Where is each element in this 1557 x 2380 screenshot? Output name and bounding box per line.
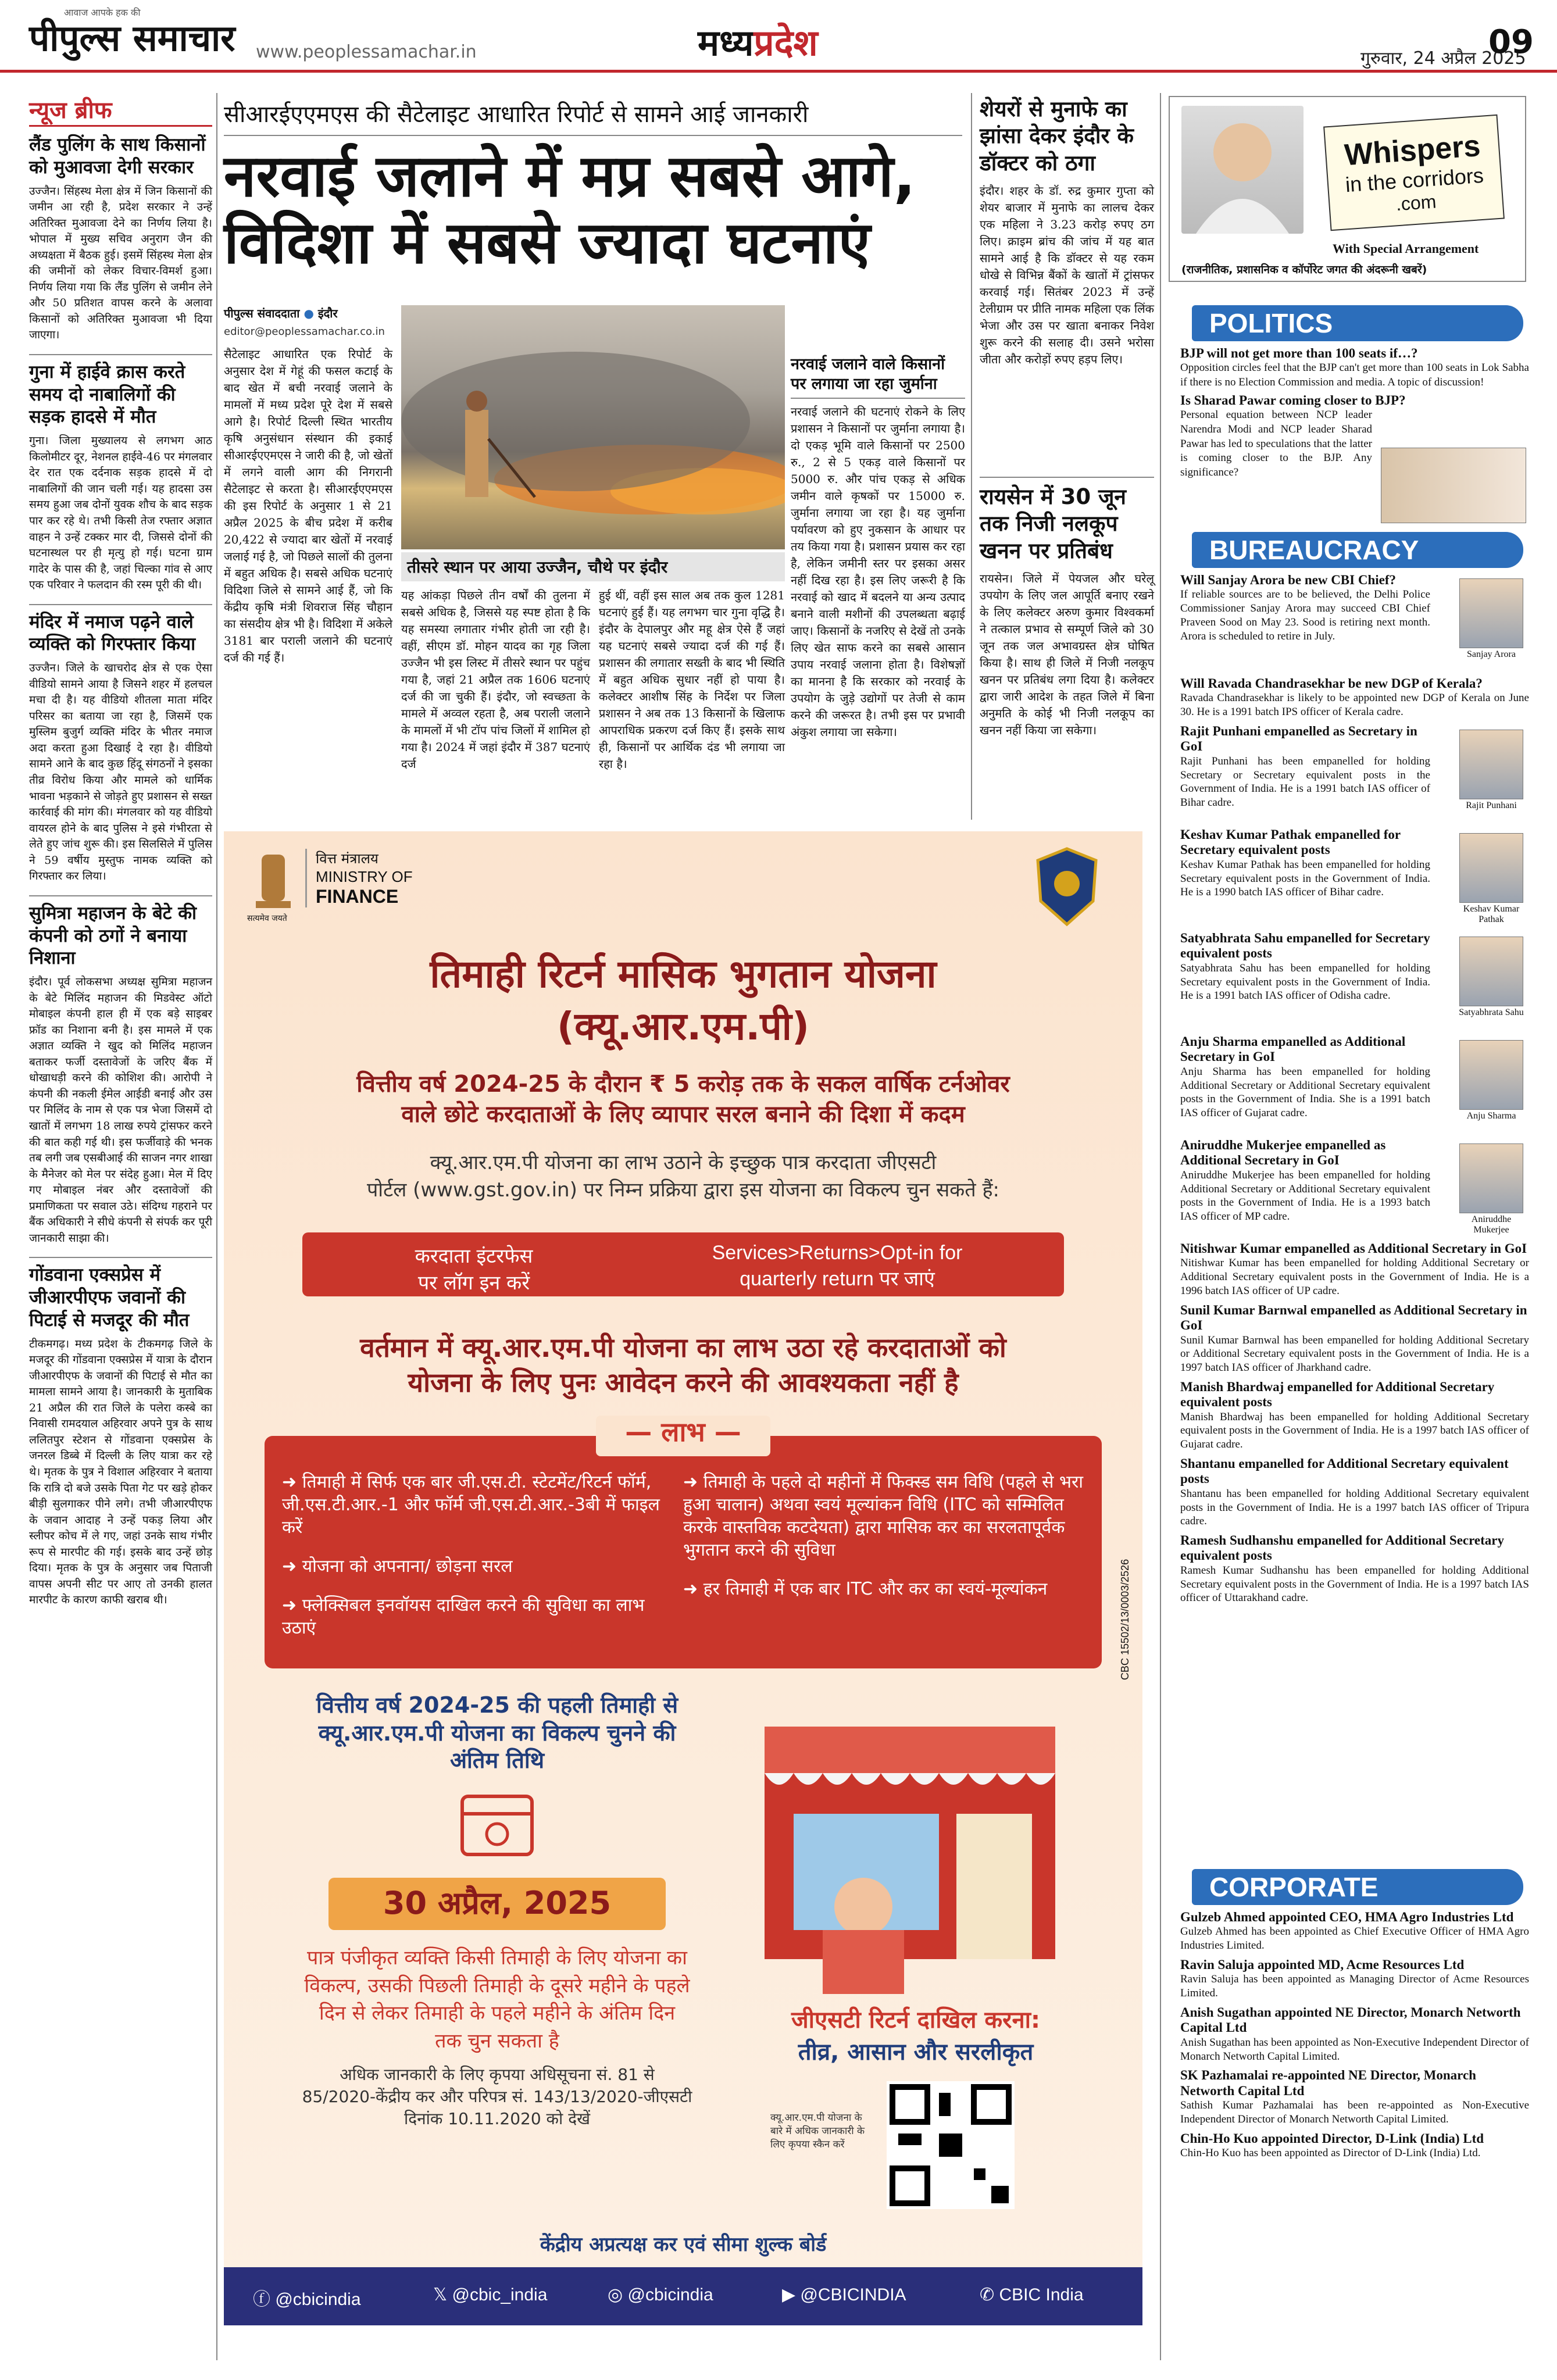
ad-line-2: वाले छोटे करदाताओं के लिए व्यापार सरल बनाने की दिशा में कदम [401,1101,965,1128]
news-item-headline: Nitishwar Kumar empanelled as Additional Secretary in GoI [1180,1241,1527,1256]
youtube-handle: @CBICINDIA [800,2285,906,2304]
news-item [1180,573,1529,671]
cbic-board: केंद्रीय अप्रत्यक्ष कर एवं सीमा शुल्क बोर्ड [540,2233,827,2256]
section-title-part1: मध्य [698,22,754,64]
x-icon: 𝕏 [433,2285,452,2304]
benefit-list-left [282,1471,666,1639]
news-item [1180,931,1529,1030]
arrow-icon: ➜ [683,1579,703,1599]
lead-subheading: तीसरे स्थान पर आया उज्जैन, चौथे पर इंदौर [401,552,785,581]
deadline-intro-line-2: क्यू.आर.एम.पी योजना का विकल्प चुनने की [318,1720,676,1746]
brief-1-body: उज्जैन। सिंहस्थ मेला क्षेत्र में जिन किसानों की जमीन आ रही है, प्रदेश सरकार ने उन्हें अतिरिक्त मुआवजा देने का निर्णय लिया है। भोपाल में मुख्य सचिव अनुराग जैन की अध्यक्षता में बैठक हुई। इसमें सिंहस्थ मेला क्षेत्र की जमीनों को लेकर विचार-विमर्श हुआ। निर्णय लिया गया कि लैंड पुलिंग से जमीन लेने और 50 प्रतिशत वापस करने के अलावा किसानों को अतिरिक्त मुआवजा भी दिया जाएगा। [29,184,212,342]
eligibility-line-1: पात्र पंजीकृत व्यक्ति किसी तिमाही के लिए योजना का [307,1946,687,1970]
news-item-headline: Anju Sharma empanelled as Additional Secretary in GoI [1180,1034,1406,1064]
news-item-headline: Rajit Punhani empanelled as Secretary in GoI [1180,723,1417,754]
whispers-header [1169,96,1526,282]
news-item [1180,1034,1529,1133]
news-item-headline: Satyabhrata Sahu empanelled for Secretary equivalent posts [1180,930,1430,961]
news-item-headline: Ramesh Sudhanshu empanelled for Additional Secretary equivalent posts [1180,1533,1504,1563]
brief-1-headline: लैंड पुलिंग के साथ किसानों को मुआवजा देगी सरकार [29,134,206,178]
officer-photo [1459,578,1523,648]
deadline-intro-line-3: अंतिम तिथि [449,1748,545,1773]
news-item-headline: Sunil Kumar Barnwal empanelled as Additional Secretary in GoI [1180,1302,1527,1333]
benefit-1-text: तिमाही में सिर्फ एक बार जी.एस.टी. स्टेटमेंट/रिटर्न फॉर्म, जी.एस.टी.आर.-1 और फॉर्म जी.एस.टी.आर.-3बी में फाइल करें [282,1472,660,1538]
news-item [1180,2005,1529,2063]
ad-line-4: पोर्टल (www.gst.gov.in) पर निम्न प्रक्रिया द्वारा इस योजना का विकल्प चुन सकते हैं: [366,1178,999,1202]
lead-headline-line2: विदिशा में सबसे ज्यादा घटनाएं [224,209,871,277]
lead-headline [224,142,968,276]
benefit-2 [282,1555,666,1578]
news-item [1180,1533,1529,1605]
benefit-3-text: फ्लेक्सिबल इनवॉयस दाखिल करने की सुविधा का लाभ उठाएं [282,1595,645,1638]
issue-date: गुरुवार, 24 अप्रैल 2025 [1360,48,1526,69]
qr-instruction: क्यू.आर.एम.पी योजना के बारे में अधिक जानकारी के लिए कृपया स्कैन करें [770,2112,865,2150]
step-2-line-1: Services>Returns>Opt-in for [712,1242,963,1264]
news-item-body: Anju Sharma has been empanelled for holding Additional Secretary or Additional Secretary equivalent posts in the Government of India. She is a 1991 batch IAS officer of Gujarat cadre. [1180,1065,1430,1120]
arrow-icon: ➜ [282,1472,302,1492]
news-item-headline: Anish Sugathan appointed NE Director, Monarch Networth Capital Ltd [1180,2004,1521,2035]
calendar-icon [456,1785,538,1860]
qr-code[interactable] [887,2081,1015,2209]
story-raisen-ban [980,477,1154,739]
brief-3-headline: मंदिर में नमाज पढ़ने वाले व्यक्ति को गिरफ्तार किया [29,604,212,656]
whatsapp-link[interactable] [980,2285,1084,2305]
section-title [698,17,818,66]
eligibility-line-2: विकल्प, उसकी पिछली तिमाही के दूसरे महीने के पहले [304,1974,690,1997]
lead-column-2: यह आंकड़ा पिछले तीन वर्षों की तुलना में सबसे अधिक है, जिससे यह स्पष्ट होता है कि यह समस्या लगातार गंभीर होती जा रही है। वहीं, सीएम डॉ. मोहन यादव का गृह जिला उज्जैन भी इस लिस्ट में तीसरे स्थान पर पहुंच गया है, जहां 21 अप्रैल तक 1606 घटनाएं दर्ज की जा चुकी हैं। इंदौर, जो स्वच्छता के मामले में अव्वल रहता है, अब पराली जलाने के मामलों में भी टॉप पांच जिलों में शामिल हो गया है। 2024 में जहां इंदौर में 387 घटनाएं दर्ज [401,588,590,771]
brief-3-body: उज्जैन। जिले के खाचरोद क्षेत्र से एक ऐसा वीडियो सामने आया है जिसने शहर में हलचल मचा दी है। यह वीडियो शीतला माता मंदिर परिसर का बताया जा रहा है, जिसमें एक मुस्लिम बुजुर्ग व्यक्ति मंदिर के भीतर नमाज अदा करता हुआ दिखाई दे रहा है। वीडियो सामने आने के बाद कुछ हिंदू संगठनों ने इसका तीव्र विरोध किया और मामले को धार्मिक भावना भड़काने से जोड़ते हुए प्रशासन से सख्त कार्रवाई की मांग की। मंगलवार को यह वीडियो वायरल होने के बाद पुलिस ने इसे गंभीरता से लेते हुए जांच शुरू की। इस सिलसिले में पुलिस ने 59 वर्षीय मुस्तुफ नामक व्यक्ति को गिरफ्तार कर लिया। [29,662,212,883]
field-fire-photo [401,305,785,549]
politics-section-bar: POLITICS [1192,305,1523,341]
whispers-logo [1323,115,1505,231]
qrmp-advertisement [224,831,1142,2325]
news-item [1180,827,1529,926]
news-item-headline: Gulzeb Ahmed appointed CEO, HMA Agro Industries Ltd [1180,1910,1514,1924]
news-item-body: Nitishwar Kumar has been empanelled for holding Additional Secretary or Additional Secretary equivalent posts in the Government of India. He is a 1996 batch IAS officer of UP cadre. [1180,1257,1529,1297]
ministry-block [305,849,413,907]
news-item-body: Manish Bhardwaj has been empanelled for holding Additional Secretary equivalent posts in the Government of India. He is a 1997 batch IAS officer of Gujarat cadre. [1180,1410,1529,1451]
politics-2-headline: Is Sharad Pawar coming closer to BJP? [1180,393,1406,408]
politics-1-headline: BJP will not get more than 100 seats if…? [1180,346,1418,360]
ministry-english-1: MINISTRY OF [316,868,413,885]
news-item [1180,1380,1529,1452]
brief-2-body: गुना। जिला मुख्यालय से लगभग आठ किलोमीटर दूर, नेशनल हाईवे-46 पर मंगलवार देर रात एक दर्दनाक सड़क हादसे में दो नाबालिगों की जान चली गई। यह हादसा उस समय हुआ जब दोनों युवक शौच के बाद सड़क पार कर रहे थे। तभी किसी तेज रफ्तार अज्ञात वाहन ने उन्हें टक्कर मार दी, जिससे दोनों की घटनास्थल पर ही मृत्यु हो गई। घटना ग्राम गादेर के पास की है, जहां चिल्का गांव से आए एक परिवार ने फलदान की रस्म पूरी की थी। [29,434,212,592]
column-divider [1160,93,1161,2360]
news-item-body: Sunil Kumar Barnwal has been empanelled for holding Additional Secretary or Additional Secretary equivalent posts in the Government of India. He is a 1997 batch IAS officer of Jharkhand cadre. [1180,1334,1529,1374]
fines-headline: नरवाई जलाने वाले किसानों पर लगाया जा रहा जुर्माना [791,355,965,399]
benefit-2-text: योजना को अपनाना/ छोड़ना सरल [302,1556,513,1577]
news-item-headline: SK Pazhamalai re-appointed NE Director, Monarch Networth Capital Ltd [1180,2068,1476,2098]
story-raisen-headline: रायसेन में 30 जून तक निजी नलकूप खनन पर प्रतिबंध [980,484,1126,563]
ad-mid-1: वर्तमान में क्यू.आर.एम.पी योजना का लाभ उठा रहे करदाताओं को [360,1332,1006,1363]
news-item-body: Chin-Ho Kuo has been appointed as Director of D-Link (India) Ltd. [1180,2147,1481,2160]
facebook-handle: @cbicindia [275,2290,361,2309]
news-item-body: Shantanu has been empanelled for holding Additional Secretary equivalent posts in the Government of India. He is a 1997 batch IAS officer of Tripura cadre. [1180,1487,1529,1528]
step-2-line-2: quarterly return पर जाएं [740,1268,935,1290]
news-item-headline: Aniruddhe Mukerjee empanelled as Additional Secretary in GoI [1180,1137,1386,1168]
benefit-5 [683,1578,1084,1600]
eligibility-text [259,1945,735,2055]
lead-column-3: हुई थीं, वहीं इस साल अब तक कुल 1281 घटनाएं हुई हैं। यह लगभग चार गुना वृद्धि है। इंदौर के देपालपुर और महू क्षेत्र ऐसे हैं जहां यह घटनाएं सबसे ज्यादा दर्ज की गई हैं। प्रशासन की लगातार सख्ती के बाद भी स्थिति में बहुत अधिक सुधार नहीं हो पाया है। कलेक्टर आशीष सिंह के निर्देश पर जिला प्रशासन ने अब तक 13 किसानों के खिलाफ आपराधिक प्रकरण दर्ज किए हैं। इसके साथ ही, किसानों पर आर्थिक दंड भी लगाया जा रहा है। [599,588,785,771]
ministry-english-2: FINANCE [316,886,399,907]
news-item-body: Keshav Kumar Pathak has been empanelled for holding Secretary equivalent posts in the Government of India. He is a 1990 batch IAS officer of Bihar cadre. [1180,858,1430,899]
officer-photo-caption: Keshav Kumar Pathak [1463,903,1520,924]
news-item-body: Anish Sugathan has been appointed as Non-Executive Independent Director of Monarch Networth Capital Limited. [1180,2036,1529,2063]
benefit-3 [282,1594,666,1639]
news-item [1180,676,1529,719]
officer-photo-caption: Satyabhrata Sahu [1459,1007,1524,1017]
news-item [1180,1241,1529,1298]
field-fire-illustration [401,305,785,549]
brief-2-headline: गुना में हाईवे क्रास करते समय दो नाबालिगों की सड़क हादसे में मौत [29,354,212,428]
bureaucracy-section [1180,573,1529,1610]
news-item-body: Ravada Chandrasekhar is likely to be appointed new DGP of Kerala on June 30. He is a 1991 batch IPS officer of Kerala cadre. [1180,692,1529,719]
byline-city: इंदौर [317,306,338,320]
notification-line-3: दिनांक 10.11.2020 को देखें [404,2109,590,2128]
column-divider [216,93,217,2360]
person-illustration [1181,106,1304,234]
whispers-logo-domain: .com [1395,191,1437,215]
benefit-5-text: हर तिमाही में एक बार ITC और कर का स्वयं-मूल्यांकन [703,1579,1048,1599]
social-bar [224,2267,1142,2325]
bureaucracy-section-bar: BUREAUCRACY [1192,532,1523,568]
officer-photo [1459,1040,1523,1110]
section-title-part2: प्रदेश [753,22,818,64]
website-url[interactable]: www.peoplessamachar.in [256,42,477,62]
news-item-body: Sathish Kumar Pazhamalai has been re-appointed as Non-Executive Independent Director of Monarch Networth Capital Limited. [1180,2099,1529,2125]
corporate-section-bar: CORPORATE [1192,1869,1523,1905]
youtube-icon: ▶ [782,2285,801,2304]
story-doctor-fraud [980,96,1154,368]
story-doctor-body: इंदौर। शहर के डॉ. रुद्र कुमार गुप्ता को शेयर बाजार में मुनाफे का लालच देकर एक महिला ने 3.23 करोड़ रुपए ठग लिए। क्राइम ब्रांच की जांच में यह बात सामने आई है कि डॉक्टर से यह रकम धोखे से विभिन्न बैंकों के खातों में ट्रांसफर करवाई गई। सितंबर 2023 में उन्हें टेलीग्राम पर प्रीति नामक महिला एक लिंक भेजा और उस पर खाता बनाकर निवेश शुरू करने की सलाह दी। उसने भरोसा जीता और करोड़ों रुपए हड़प लिए। [980,183,1154,366]
officer-photo [1459,1143,1523,1213]
facebook-icon: ⓕ [253,2290,276,2309]
eligibility-line-4: तक चुन सकता है [435,2029,559,2053]
modi-pawar-photo [1381,448,1526,523]
arrow-icon: ➜ [282,1595,302,1616]
brief-5-headline: गोंडवाना एक्सप्रेस में जीआरपीएफ जवानों की पिटाई से मजदूर की मौत [29,1257,212,1331]
whispers-tagline: (राजनीतिक, प्रशासनिक व कॉर्पोरेट जगत की अंदरूनी खबरें) [1181,263,1427,276]
step-1 [334,1242,613,1295]
news-item-headline: Shantanu empanelled for Additional Secretary equivalent posts [1180,1456,1509,1486]
brief-4-headline: सुमित्रा महाजन के बेटे की कंपनी को ठगों ने बनाया निशाना [29,895,212,970]
ad-line-1: वित्तीय वर्ष 2024-25 के दौरान ₹ 5 करोड़ तक के सकल वार्षिक टर्नओवर [356,1071,1010,1098]
facebook-link[interactable] [253,2285,361,2310]
brief-4-body: इंदौर। पूर्व लोकसभा अध्यक्ष सुमित्रा महाजन के बेटे मिलिंद महाजन की मिडवेस्ट ऑटो मोबाइल कंपनी हाल ही में एक बड़े साइबर फ्रॉड का निशाना बनी है। इस मामले में एक अज्ञात व्यक्ति ने खुद को मिलिंद महाजन बताकर फर्जी दस्तावेजों के जरिए बैंक में धोखाधड़ी करने की कोशिश की। आरोपी ने कंपनी की नकली ईमेल आईडी बनाई और उस पर मिलिंद के नाम से एक पत्र भेजा जिसमें दो खातों में लगभग 18 लाख रुपये ट्रांसफर करने की बात कही गई थी। इस फर्जीवाड़े की भनक तब लगी जब एसबीआई की साजन नगर शाखा के मैनेजर को मेल पर संदेह हुआ। मेल में दिए गए मोबाइल नंबर और दस्तावेजों की प्रमाणिकता पर सवाल उठे। संदिग्ध गहराने पर बैंक अधिकारी ने सीधे कंपनी से संपर्क कर पूरी जानकारी साझा की। [29,975,212,1245]
instagram-link[interactable] [608,2285,713,2305]
news-item [1180,2068,1529,2126]
officer-photo-caption: Aniruddhe Mukerjee [1471,1214,1512,1235]
news-item [1180,1957,1529,2000]
story-doctor-headline: शेयरों से मुनाफे का झांसा देकर इंदौर के डॉक्टर को ठगा [980,97,1134,176]
deadline-intro [294,1692,701,1775]
lead-kicker: सीआरईएएमएस की सैटेलाइट आधारित रिपोर्ट से सामने आई जानकारी [224,101,809,128]
news-item-body: Gulzeb Ahmed has been appointed as Chief Executive Officer of HMA Agro Industries Limited. [1180,1925,1529,1952]
politics-1-body: Opposition circles feel that the BJP can't get more than 100 seats in Lok Sabha if there is no Election Commission and media. A topic of discussion! [1180,362,1529,388]
news-item-body: Satyabhrata Sahu has been empanelled for holding Secretary equivalent posts in the Government of India. He is a 1991 batch IAS officer of Odisha cadre. [1180,962,1430,1002]
whatsapp-handle: CBIC India [999,2285,1084,2304]
news-brief-column [29,96,212,1609]
benefit-4-text: तिमाही के पहले दो महीनों में फिक्स्ड सम विधि (पहले से भरा हुआ चालान) अथवा स्वयं मूल्यांकन विधि (ITC को सम्मिलित करके वास्तविक कटदेयता) द्वारा मासिक कर का सरलतापूर्वक भुगतान करने की सुविधा [683,1472,1084,1560]
benefit-1 [282,1471,666,1539]
officer-photo [1459,833,1523,903]
gst-headline: जीएसटी रिटर्न दाखिल करना: [791,2007,1040,2034]
step-1-line-2: पर लॉग इन करें [417,1271,530,1295]
news-item-headline: Will Sanjay Arora be new CBI Chief? [1180,573,1397,587]
news-item-headline: Will Ravada Chandrasekhar be new DGP of Kerala? [1180,676,1483,691]
step-2 [648,1242,1026,1291]
x-link[interactable] [433,2285,547,2305]
shop-illustration [747,1692,1073,1994]
ad-title-abbr: (क्यू.आर.एम.पी) [556,1004,810,1049]
x-handle: @cbic_india [452,2285,548,2304]
notification-text [259,2064,735,2129]
officer-photo-caption: Rajit Punhani [1466,800,1517,810]
officer-photo-caption: Anju Sharma [1466,1110,1516,1121]
whatsapp-icon: ✆ [980,2285,999,2304]
eligibility-line-3: दिन से लेकर तिमाही के पहले महीने के अंतिम दिन [319,2002,676,2025]
news-item-headline: Keshav Kumar Pathak empanelled for Secretary equivalent posts [1180,827,1401,857]
page-number: 09 [1488,23,1534,61]
masthead [0,0,1557,73]
news-brief-label: न्यूज ब्रीफ [29,96,212,127]
news-item [1180,1303,1529,1375]
kicker-rule [224,135,962,136]
news-item-headline: Ravin Saluja appointed MD, Acme Resources Ltd [1180,1957,1465,1972]
fines-box [791,355,965,741]
ad-title: तिमाही रिटर्न मासिक भुगतान योजना [430,952,937,996]
benefit-4 [683,1471,1084,1561]
whispers-logo-sub: in the corridors [1344,163,1485,197]
cbc-code: CBC 15502/13/0003/2526 [1119,1559,1131,1680]
editor-email[interactable]: editor@peoplessamachar.co.in [224,326,385,338]
news-item-body: Aniruddhe Mukerjee has been empanelled for holding Additional Secretary or Additional Secretary equivalent posts in the Government of India. He is a 1993 batch IAS officer of MP cadre. [1180,1168,1430,1223]
newspaper-logo: पीपुल्स समाचार [29,17,235,59]
news-item-body: Ramesh Kumar Sudhanshu has been empanelled for holding Additional Secretary equivalent posts in the Government of India. He is a 1997 batch IAS officer of Uttarakhand cadre. [1180,1564,1529,1604]
satyamev-jayate: सत्यमेव जयते [247,914,287,923]
officer-photo [1459,937,1523,1006]
tagline: आवाज आपके हक की [64,7,141,18]
news-item [1180,724,1529,823]
news-item-headline: Manish Bhardwaj empanelled for Additional Secretary equivalent posts [1180,1379,1495,1410]
byline-name: पीपुल्स संवाददाता [224,306,300,320]
news-item [1180,1138,1529,1237]
news-item-body: If reliable sources are to be believed, the Delhi Police Commissioner Sanjay Arora may succeed CBI Chief Praveen Sood on May 23. Sood is retiring next month. Arora is scheduled to retire in July. [1180,588,1430,642]
whispers-logo-word: Whispers [1343,128,1482,173]
ad-line-3: क्यू.आर.एम.पी योजना का लाभ उठाने के इच्छुक पात्र करदाता जीएसटी [430,1151,937,1174]
deadline-date: 30 अप्रैल, 2025 [328,1878,666,1930]
columnist-photo [1181,106,1304,234]
news-item [1180,2131,1529,2160]
ministry-hindi: वित्त मंत्रालय [316,850,378,867]
fines-body: नरवाई जलाने की घटनाएं रोकने के लिए प्रशासन ने किसानों पर जुर्माना लगाया है। दो एकड़ भूमि वाले किसानों पर 2500 रु., 2 से 5 एकड़ वाले किसानों पर 5000 रु. और पांच एकड़ से अधिक जमीन वाले कृषकों पर 15000 रु. जुर्माना लगाया जा रहा है। यह जुर्माना पर्यावरण को हुए नुकसान के आधार पर तय किया गया है। प्रशासन प्रयास कर रहा है, लेकिन जमीनी स्तर पर इसका असर नहीं दिख रहा है। इस लिए जरूरी है कि नरवाई को खाद में बदलने या अन्य उत्पाद बनाने वाली मशीनों की उपलब्धता बढ़ाई जाए। किसानों के नजरिए से देखें तो उनके लिए खेत साफ करने का सबसे आसान उपाय नरवाई जलाना होता है। विशेषज्ञों का मानना है कि सरकार को नरवाई के उपयोग के जुड़े उद्योगों पर तेजी से काम करने की जरूरत है। तभी इस पर प्रभावी अंकुश लगाया जा सकेगा। [791,404,965,739]
brief-5-body: टीकमगढ़। मध्य प्रदेश के टीकमगढ़ जिले के मजदूर की गोंडवाना एक्सप्रेस में यात्रा के दौरान जीआरपीएफ के जवानों की पिटाई से मौत का मामला सामने आया है। जानकारी के मुताबिक 21 अप्रैल की रात जिले के पलेरा कस्बे का निवासी रामदयाल अहिरवार अपने पुत्र के साथ ललितपुर स्टेशन से गोंडवाना एक्सप्रेस के जनरल डिब्बे में दिल्ली के लिए यात्रा कर रहे थे। मृतक के पुत्र ने विशाल अहिरवार ने बताया कि रात्रि दो बजे उसके पिता गेट पर खड़े होकर बीड़ी सुलगाकर पीने लगे। तभी जीआरपीएफ के जवान आदाह ने उन्हें पकड़ लिया और स्लीपर कोच में ले गए, जहां उनके साथ गंभीर रूप से मारपीट की गई। इसके बाद उन्हें छोड़ दिया। मृतक के पुत्र के अनुसार जब पिताजी वापस अपनी सीट पर आए तो उनकी हालत मारपीट के कारण काफी खराब थी। [29,1337,212,1607]
byline: पीपुल्स संवाददाता ● इंदौर [224,306,338,320]
instagram-handle: @cbicindia [627,2285,713,2304]
ad-mid-2: योजना के लिए पुनः आवेदन करने की आवश्यकता नहीं है [408,1367,959,1398]
benefit-list-right [683,1471,1084,1600]
cbic-seal-icon [1032,846,1102,927]
benefits-title: — लाभ — [596,1416,770,1456]
news-item-headline: Chin-Ho Kuo appointed Director, D-Link (India) Ltd [1180,2131,1484,2146]
youtube-link[interactable] [782,2285,906,2305]
news-item [1180,1456,1529,1528]
column-divider [971,93,972,820]
corporate-section [1180,1910,1529,2165]
news-item-body: Rajit Punhani has been empanelled for holding Secretary or Secretary equivalent posts in the Government of India. He is a 1991 batch IAS officer of Bihar cadre. [1180,755,1430,809]
story-raisen-body: रायसेन। जिले में पेयजल और घरेलू उपयोग के लिए जल आपूर्ति बनाए रखने के लिए कलेक्टर अरुण कुमार विश्वकर्मा ने तत्काल प्रभाव से सम्पूर्ण जिले को 30 जून तक जल अभावग्रस्त क्षेत्र घोषित किया है। साथ ही जिले में निजी नलकूप खनन पर प्रतिबंध लगा दिया है। कलेक्टर द्वारा जारी आदेश के तहत जिले में बिना अनुमति के कोई भी निजी नलकूप का खनन नहीं किया जा सकेगा। [980,571,1154,737]
notification-line-1: अधिक जानकारी के लिए कृपया अधिसूचना सं. 81 से [340,2065,655,2084]
gst-subline: तीव्र, आसान और सरलीकृत [798,2039,1034,2065]
arrow-icon: ➜ [282,1556,302,1577]
news-item-body: Ravin Saluja has been appointed as Managing Director of Acme Resources Limited. [1180,1973,1529,2000]
instagram-icon: ◎ [608,2285,628,2304]
deadline-intro-line-1: वित्तीय वर्ष 2024-25 की पहली तिमाही से [316,1692,678,1718]
officer-photo [1459,730,1523,799]
lead-column-1: सैटेलाइट आधारित एक रिपोर्ट के अनुसार देश में गेहूं की फसल कटाई के बाद खेत में बची नरवाई जलाने के मामलों में मध्य प्रदेश पूरे देश में सबसे आगे है। रिपोर्ट दिल्ली स्थित भारतीय कृषि अनुसंधान संस्थान की इकाई सीआरईएएमएस ने जारी की है, जो खेतों में लगने वाली आग की निगरानी सैटेलाइट से करता है। सीआरईएएमएस की इस रिपोर्ट के अनुसार 1 से 21 अप्रैल 2025 के बीच प्रदेश में करीब 20,422 से ज्यादा बार खेतों में नरवाई जलाई गई है, जो पिछले सालों की तुलना में बहुत अधिक है। सबसे अधिक घटनाएं विदिशा जिले से सामने आई हैं, जो कि केंद्रीय कृषि मंत्री शिवराज सिंह चौहान का संसदीय क्षेत्र भी है। विदिशा में अकेले 3181 बार पराली जलाने की घटनाएं दर्ज की गई हैं। [224,347,392,664]
politics-2-body: Personal equation between NCP leader Narendra Modi and NCP leader Sharad Pawar has led to speculations that the latter is coming closer to the BJP. Any significance? [1180,409,1372,479]
special-arrangement: With Special Arrangement [1333,241,1479,256]
lead-headline-line1: नरवाई जलाने में मप्र सबसे आगे, [224,142,916,210]
news-item [1180,1910,1529,1953]
step-1-line-1: करदाता इंटरफेस [415,1245,533,1268]
officer-photo-caption: Sanjay Arora [1467,649,1516,659]
notification-line-2: 85/2020-केंद्रीय कर और परिपत्र सं. 143/13/2020-जीएसटी [302,2086,692,2106]
arrow-icon: ➜ [683,1472,703,1492]
